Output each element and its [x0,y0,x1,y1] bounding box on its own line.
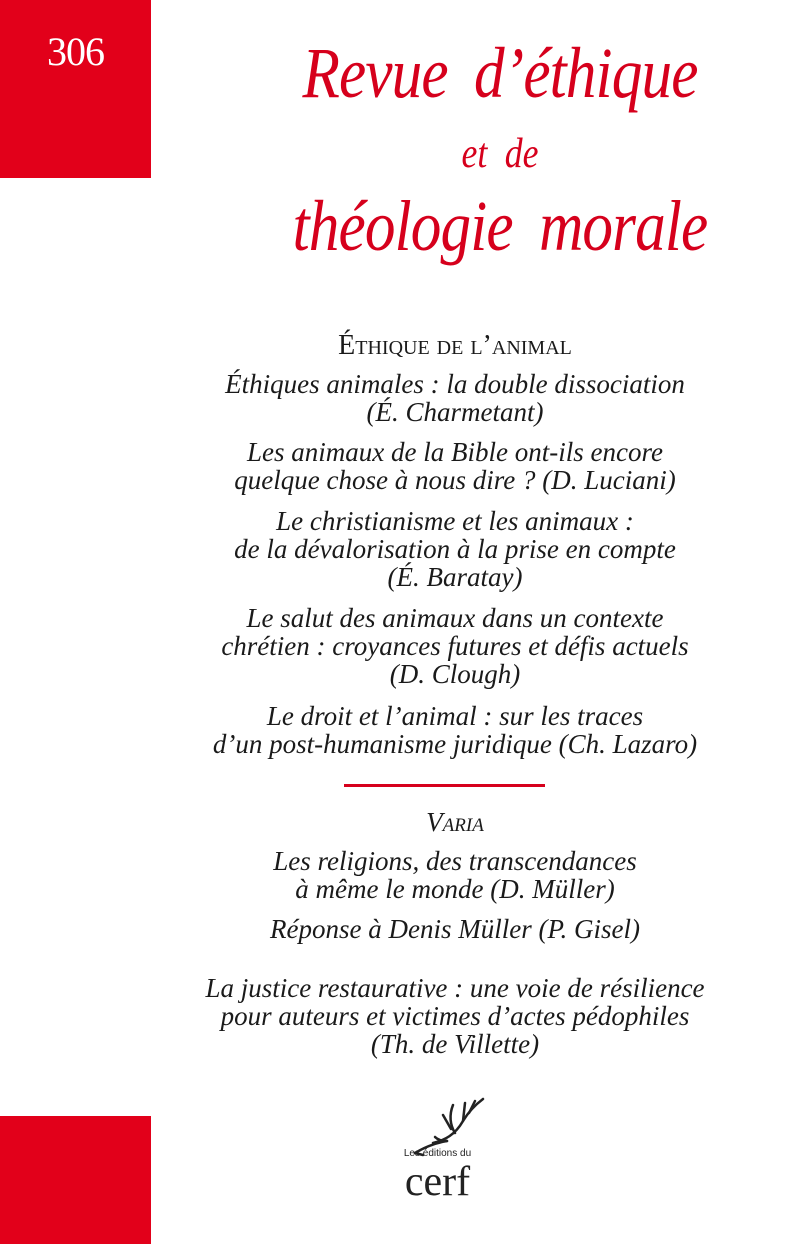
journal-title-line3: théologie morale [292,186,708,266]
article-line: Réponse à Denis Müller (P. Gisel) [270,914,640,944]
article-line: Les religions, des transcendances [273,846,637,876]
journal-title-line2: et de [461,131,539,177]
article-line: (Th. de Villette) [370,1029,540,1059]
article-line: Éthiques animales : la double dissociation [225,369,685,399]
article-line: quelque chose à nous dire ? (D. Luciani) [234,465,676,495]
article-line: d’un post-humanisme juridique (Ch. Lazaro) [212,729,698,759]
article-line: (É. Baratay) [387,562,523,592]
article-line: Le salut des animaux dans un contexte [246,603,664,633]
dossier-heading: Éthique de l’animal [338,330,572,361]
article-line: Le droit et l’animal : sur les traces [266,701,644,731]
article-line: La justice restaurative : une voie de résilience [205,973,705,1003]
decorative-red-block [0,1116,151,1244]
article-line: Le christianisme et les animaux : [276,506,634,536]
article-line: Les animaux de la Bible ont-ils encore [247,437,663,467]
article-line: (É. Charmetant) [366,397,544,427]
section-divider [344,784,545,787]
varia-heading: Varia [426,807,484,837]
journal-title-line1: Revue d’éthique [302,33,698,113]
publisher-name: cerf [404,1159,471,1205]
issue-number: 306 [47,29,104,74]
article-line: chrétien : croyances futures et défis actuels [221,631,689,661]
article-line: de la dévalorisation à la prise en compte [234,534,676,564]
issue-number-block [0,0,151,178]
article-line: à même le monde (D. Müller) [295,874,615,904]
article-line: (D. Clough) [389,659,521,689]
article-line: pour auteurs et victimes d’actes pédophiles [220,1001,690,1031]
publisher-subtitle: Les éditions du [403,1148,472,1159]
